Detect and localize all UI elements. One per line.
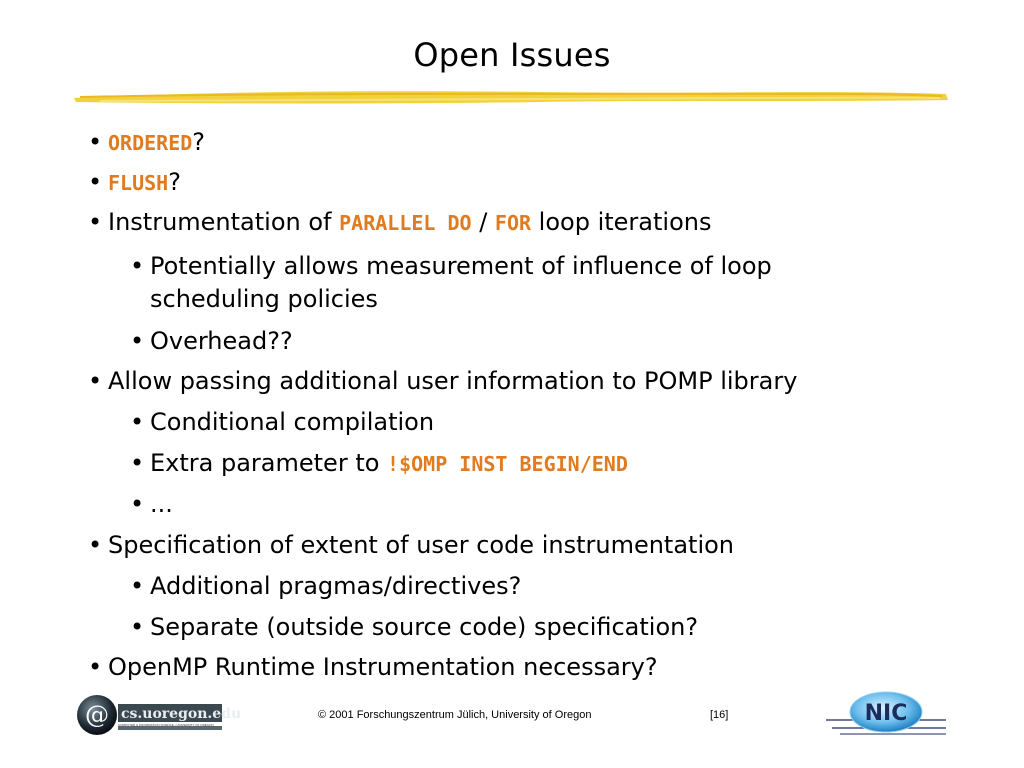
bullet-text: loop iterations xyxy=(531,208,712,236)
bullet-text: ? xyxy=(192,128,206,156)
bullet-flush xyxy=(88,166,181,200)
copyright-text: © 2001 Forschungszentrum Jülich, University of Oregon xyxy=(318,709,592,721)
code-for: FOR xyxy=(494,211,532,235)
nic-logo-text: NIC xyxy=(864,701,908,726)
code-flush: FLUSH xyxy=(108,171,169,195)
uoregon-logo-text: cs.uoregon.edu xyxy=(121,706,242,722)
subbullet-conditional xyxy=(130,406,434,439)
code-omp-inst: !$OMP INST BEGIN/END xyxy=(387,452,628,476)
bullet-marker: • xyxy=(130,613,145,641)
bullet-text: ... xyxy=(150,490,173,518)
nic-logo xyxy=(822,690,950,740)
subbullet-overhead xyxy=(130,325,293,358)
bullet-openmp-runtime xyxy=(88,651,658,684)
bullet-allow-passing xyxy=(88,365,797,398)
subbullet-ellipsis xyxy=(130,488,173,521)
separator-text: / xyxy=(471,208,495,236)
bullet-text: Separate (outside source code) specification? xyxy=(150,613,699,641)
bullet-text: OpenMP Runtime Instrumentation necessary? xyxy=(108,653,658,681)
bullet-marker: • xyxy=(88,168,103,196)
bullet-text: Instrumentation of xyxy=(108,208,340,236)
page-title: Open Issues xyxy=(413,36,611,74)
bullet-marker: • xyxy=(88,653,103,681)
bullet-marker: • xyxy=(130,490,145,518)
bullet-marker: • xyxy=(88,531,103,559)
bullet-marker: • xyxy=(88,128,103,156)
bullet-text: Extra parameter to xyxy=(150,449,388,477)
code-parallel-do: PARALLEL DO xyxy=(339,211,472,235)
bullet-text: Conditional compilation xyxy=(150,408,435,436)
bullet-text: ? xyxy=(168,168,181,196)
bullet-instrumentation xyxy=(88,206,711,240)
bullet-marker: • xyxy=(130,572,145,600)
bullet-text: Additional pragmas/directives? xyxy=(150,572,522,600)
uoregon-logo-subtext: COMPUTER & INFORMATION SCIENCE • UNIVERSITY OF OREGON xyxy=(118,723,214,727)
subbullet-pragmas xyxy=(130,570,521,603)
code-ordered: ORDERED xyxy=(108,131,193,155)
bullet-marker: • xyxy=(88,367,103,395)
bullet-marker: • xyxy=(88,208,103,236)
uoregon-logo xyxy=(76,692,242,738)
page-number: [16] xyxy=(710,709,729,721)
subbullet-separate xyxy=(130,611,698,644)
bullet-specification xyxy=(88,529,734,562)
bullet-text: Potentially allows measurement of influence of loop scheduling policies xyxy=(150,252,772,313)
subbullet-potentially xyxy=(130,250,830,316)
subbullet-extra-parameter xyxy=(130,447,628,481)
bullet-text: Allow passing additional user information to POMP library xyxy=(108,367,798,395)
at-symbol: @ xyxy=(85,701,109,729)
bullet-marker: • xyxy=(130,327,145,355)
bullet-ordered xyxy=(88,126,205,160)
bullet-text: Specification of extent of user code instrumentation xyxy=(108,531,735,559)
bullet-marker: • xyxy=(130,408,145,436)
bullet-text: Overhead?? xyxy=(150,327,293,355)
bullet-marker: • xyxy=(130,449,145,477)
bullet-marker: • xyxy=(130,252,145,280)
